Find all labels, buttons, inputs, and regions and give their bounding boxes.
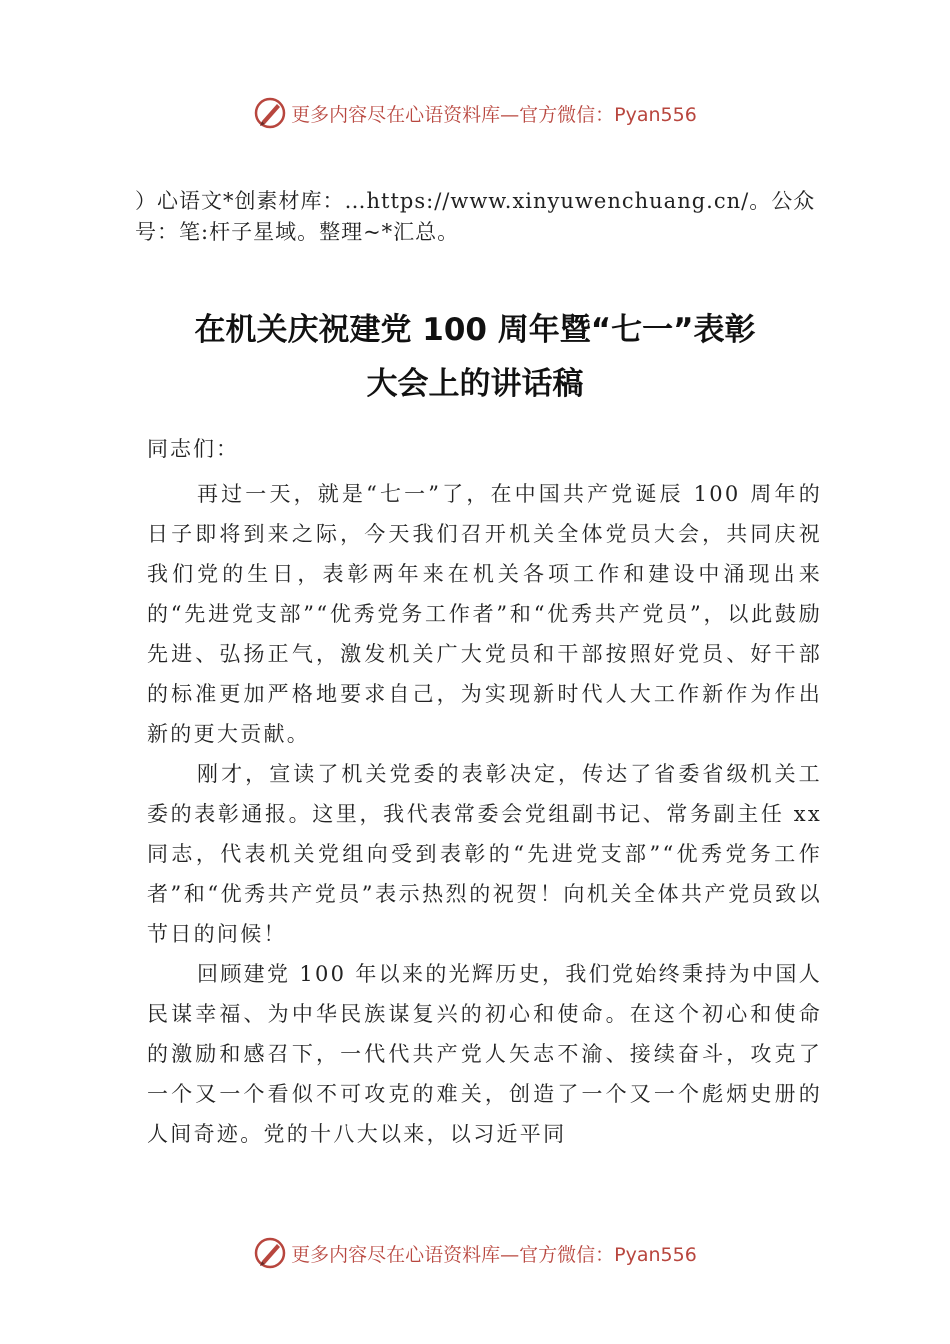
header-banner-text: 更多内容尽在心语资料库—官方微信：Pyan556	[291, 103, 697, 126]
paragraph-1: 再过一天，就是“七一”了，在中国共产党诞辰 100 周年的日子即将到来之际，今天我们召开机关全体党员大会，共同庆祝我们党的生日，表彰两年来在机关各项工作和建设中涌现出来的“先进党支部”“优秀党务工作者”和“优秀共产党员”，以此鼓励先进、弘扬正气，激发机关广大党员和干部按照好党员、好干部的标准更加严格地要求自己，为实现新时代人大工作新作为作出新的更大贡献。	[147, 482, 822, 746]
wechat-id: Pyan556	[614, 103, 697, 126]
paragraph-2: 刚才，宣读了机关党委的表彰决定，传达了省委省级机关工委的表彰通报。这里，我代表常委会党组副书记、常务副主任 xx 同志，代表机关党组向受到表彰的“先进党支部”“优秀党务工作者”和“优秀共产党员”表示热烈的祝贺！向机关全体共产党员致以节日的问候！	[147, 762, 822, 946]
salutation: 同志们：	[147, 437, 239, 461]
footer-banner	[0, 1233, 950, 1273]
pen-logo-icon	[253, 1236, 287, 1270]
document-title	[120, 303, 830, 411]
footer-banner-text: 更多内容尽在心语资料库—官方微信：Pyan556	[291, 1243, 697, 1266]
body-text	[147, 474, 822, 1154]
source-note: ）心语文*创素材库：…https://www.xinyuwenchuang.cn/。公众号：笔:杆子星域。整理~*汇总。	[135, 189, 816, 244]
title-line-2: 大会上的讲话稿	[366, 366, 584, 402]
title-line-1: 在机关庆祝建党 100 周年暨“七一”表彰	[194, 312, 756, 348]
pen-logo-icon	[253, 96, 287, 130]
header-banner	[0, 93, 950, 133]
wechat-id: Pyan556	[614, 1243, 697, 1266]
paragraph-3: 回顾建党 100 年以来的光辉历史，我们党始终秉持为中国人民谋幸福、为中华民族谋复兴的初心和使命。在这个初心和使命的激励和感召下，一代代共产党人矢志不渝、接续奋斗，攻克了一个又一个看似不可攻克的难关，创造了一个又一个彪炳史册的人间奇迹。党的十八大以来，以习近平同	[147, 962, 822, 1146]
